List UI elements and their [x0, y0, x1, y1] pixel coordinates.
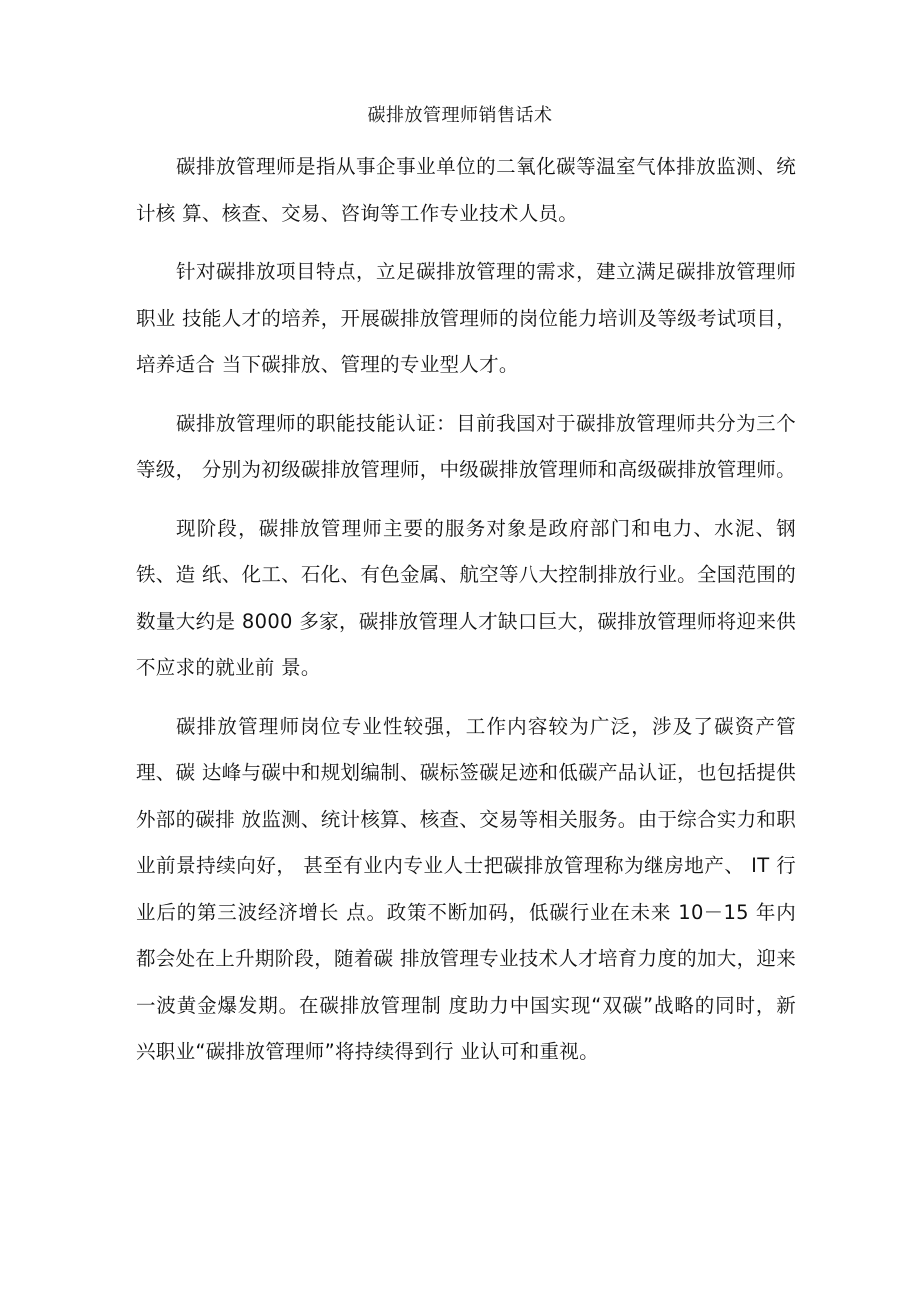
- paragraph-4: 现阶段，碳排放管理师主要的服务对象是政府部门和电力、水泥、钢铁、造 纸、化工、石化、有色金属、航空等八大控制排放行业。全国范围的数量大约是 8000 多家，碳排放管理人才缺口巨大，碳排放管理师将迎来供不应求的就业前 景。: [136, 516, 796, 679]
- paragraph-3: 碳排放管理师的职能技能认证：目前我国对于碳排放管理师共分为三个等级， 分别为初级碳排放管理师，中级碳排放管理师和高级碳排放管理师。: [136, 411, 796, 481]
- paragraph-1: 碳排放管理师是指从事企事业单位的二氧化碳等温室气体排放监测、统计核 算、核查、交易、咨询等工作专业技术人员。: [136, 155, 796, 225]
- paragraph-2: 针对碳排放项目特点，立足碳排放管理的需求，建立满足碳排放管理师职业 技能人才的培养，开展碳排放管理师的岗位能力培训及等级考试项目，培养适合 当下碳排放、管理的专业型人才。: [136, 260, 796, 376]
- paragraph-5: 碳排放管理师岗位专业性较强，工作内容较为广泛，涉及了碳资产管理、碳 达峰与碳中和规划编制、碳标签碳足迹和低碳产品认证，也包括提供外部的碳排 放监测、统计核算、核查、交易等相关服务。由于综合实力和职业前景持续向好， 甚至有业内专业人士把碳排放管理称为继房地产、 IT 行业后的第三波经济增长 点。政策不断加码，低碳行业在未来 10－15 年内都会处在上升期阶段，随着碳 排放管理专业技术人才培育力度的加大，迎来一波黄金爆发期。在碳排放管理制 度助力中国实现“双碳”战略的同时，新兴职业“碳排放管理师”将持续得到行 业认可和重视。: [136, 714, 796, 1063]
- document-body: [136, 144, 796, 1088]
- document-title: 碳排放管理师销售话术: [367, 105, 553, 126]
